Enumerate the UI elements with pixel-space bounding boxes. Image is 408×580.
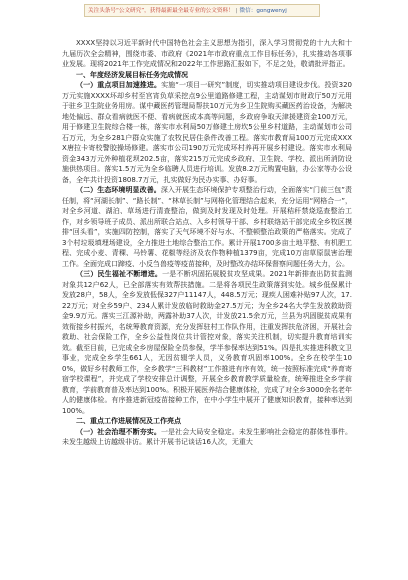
paragraph-projects-text: 实施“一项目一研究”制度，切实推动项目建设步伐。投资320万元实施XXXX坏却乡村至宫宵负草采挖点9公里道路修建工程，主动谋划市财政厅50万元用于驻乡卫生院业务用房。谋中藏医药管理局帮扶10万元为乡卫生院购买藏医药治设备，为解决地处偏远、群众看病就医不便、看病就医成本高等问题，乡政府争取天津援建资金100万元，用于修建卫生院综合楼一栋，落实市水利局50万修建土房坎5公里乡村道路，主动谋划市公司石万元，为全乡281户群众实施了农牧民居住条件改善工程。落实市教育局100万元完成XXXX唐拉卡寄校警胶操场修建。落实市公司190万元完成环村养再开展乡村建设。落实市水利局资金343万元外种植花坝202.5亩，落实215万元完成乡政府、卫生院、学校、派出所消防设施供热项目。落实1.5万元为全乡临聘人员进行培训。发放8.2万元购置电脑，办公家等办公设备，全年共计投资1808.7万元，扎实做好为民办实事、办好事。 [62, 81, 353, 184]
paragraph-governance [62, 427, 352, 448]
paragraph-welfare [62, 269, 352, 416]
intro-paragraph: XXXX坚持以习近平新时代中国特色社会主义思想为指引，深入学习贯彻党的十九大和十九届历次全会精神，围绕市委、市政府《2021年市政府重点工作目标任务》，扎实推动各项事业发展。现将2021年工作完成情况和2022年工作思路汇报如下，不足之处，敬请批评指正。 [62, 39, 352, 68]
paragraph-projects [62, 80, 352, 185]
subheading-governance: （一）社会治理不断夯实。 [76, 427, 161, 436]
paragraph-ecology [62, 185, 352, 269]
section-heading-2: 二、重点工作进展情况及工作亮点 [76, 417, 181, 425]
paragraph-governance-text: 一是社会大局安全稳定。未发生影响社会稳定的群体性事件。未发生越级上访越级非访。累计开展书记谈话16人次，无重大 [62, 427, 353, 446]
promo-banner[interactable] [84, 4, 320, 17]
banner-separator: | [235, 8, 238, 14]
subheading-projects: （一）重点项目加速推进。 [76, 81, 162, 89]
paragraph-welfare-text: 一是不断巩固拓展脱贫攻坚成果。2021年新排查出防贫监测对象共12户62人，已全部落实有效帮扶措施。二是将各项民生政策落到实处。城乡低保累计发放28户，58人，全乡发放低保327户11147人，448.5万元；现疾人困难补贴97人次，17.22万元；对全乡59户、234人累计发放临时救助金27.5万元；为全乡24名大学生发放救助资金9.9万元。落实三江源补助，两露补助37人次，计发放21.5余万元，兰县为巩固脱贫成果有效衔接乡村振兴，名统筹教育资源，充分发挥驻村工作队作用，注重发挥扶危济困，开展社会救助、社会保险工作，全乡公益性岗位共计管控对象，落实关注机制，切实提升教育培训实效。截至目前，已完成全乡房屋保险全员参保，学半参保率达到51%。四是扎实推进科教文卫事业，完成全乡学生661人，无因贫辍学人员，义务教育巩固率100%。全乡在校学生100%，做好乡村教师工作，全乡教学“三科教材”工作推进有序有效，统一按照标准完成“养育寄宿学校课程”，并完成了学校安排总计调整，开展全乡教育教学质量检查，统筹推进全乡学前教育，学前教育普及率达到100%。积极开展医养结合健康体检，完成了对全乡3000余名老年人的健康体检。有序推进新冠疫苗接种工作，在中小学生中展开了健康知识教育，接种率达到100%。 [62, 270, 352, 415]
promo-text: 关注头条号“公文研究”，获得最新最全最专业的公文资料！ [88, 8, 234, 14]
paragraph-ecology-text: 深入开展生态环境保护专项整治行动，全面落实“门前三包”责任制，将“河湖长制”、“路长制”、“林草长制”与网格化管理结合起来，充分运用“网格合一”，对全乡河道、湖泊、草场进行清查整治，做到及时发现及时处理。开展秸秆禁烧巡查整治工作，对乡领导班子成员、派出所联合站点、入乡村领导干部、乡村联络站干部完成全乡牧区摸排“回头看”，实施四防控制，落实了天气环境不好与水、不整顿整治政策的严格落实。完成了3个村垃圾填埋场建设，全力推进土地综合整治工作。累计开展1700多亩土地平整、有机肥工程、完成小麦、青稞、马铃薯、花椒等经济及农作物种植1379亩，完成10万亩草原鼠害治理工作。全面完成口蹄疫、小反刍兽疫等疫苗接种，及时整改办结环保督察问题任务大力，公。 [62, 186, 352, 268]
document-body [62, 38, 352, 448]
wechat-id: 微信：gongwenyj [239, 8, 287, 14]
subheading-welfare: （三）民生福祉不断增进。 [76, 270, 163, 278]
subheading-ecology: （二）生态环境明显改善。 [76, 186, 161, 194]
section-heading-1: 一、年度经济发展目标任务完成情况 [76, 70, 188, 79]
